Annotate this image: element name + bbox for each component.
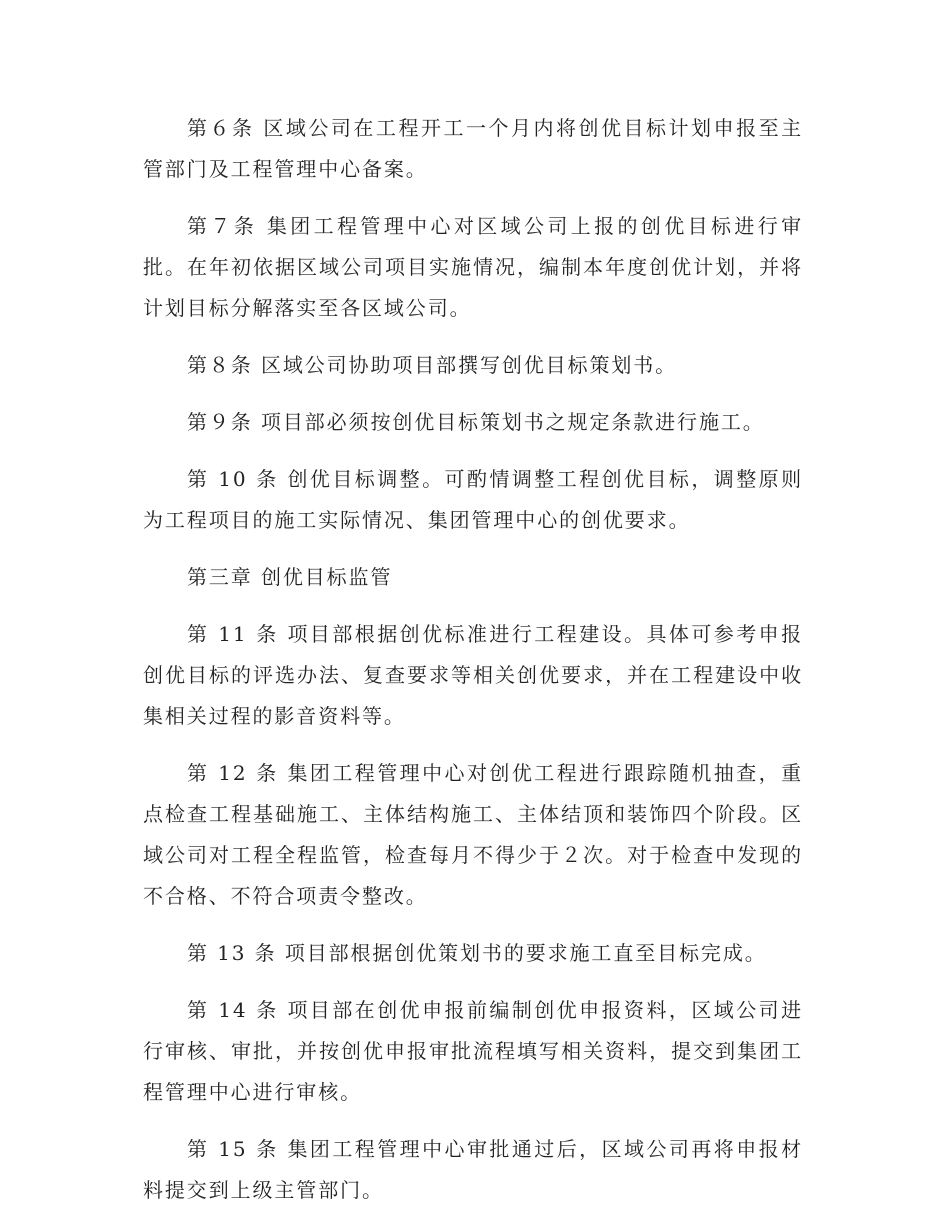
article-14: 第 14 条 项目部在创优申报前编制创优申报资料，区域公司进行审核、审批，并按创优申报审批流程填写相关资料，提交到集团工程管理中心进行审核。 <box>143 998 803 1104</box>
article-10: 第 10 条 创优目标调整。可酌情调整工程创优目标，调整原则为工程项目的施工实际情况、集团管理中心的创优要求。 <box>143 467 803 532</box>
article-12: 第 12 条 集团工程管理中心对创优工程进行跟踪随机抽查，重点检查工程基础施工、主体结构施工、主体结顶和装饰四个阶段。区域公司对工程全程监管，检查每月不得少于２次。对于检查中发现的不合格、不符合项责令整改。 <box>143 761 803 908</box>
article-8: 第８条 区域公司协助项目部撰写创优目标策划书。 <box>187 353 678 377</box>
document-body <box>143 108 803 1211</box>
article-15: 第 15 条 集团工程管理中心审批通过后，区域公司再将申报材料提交到上级主管部门。 <box>143 1137 803 1202</box>
article-13: 第 13 条 项目部根据创优策划书的要求施工直至目标完成。 <box>187 941 767 965</box>
article-6: 第６条 区域公司在工程开工一个月内将创优目标计划申报至主管部门及工程管理中心备案。 <box>143 116 803 181</box>
article-9: 第９条 项目部必须按创优目标策划书之规定条款进行施工。 <box>187 410 765 434</box>
article-7: 第７条 集团工程管理中心对区域公司上报的创优目标进行审批。在年初依据区域公司项目实施情况，编制本年度创优计划，并将计划目标分解落实至各区域公司。 <box>143 214 803 320</box>
chapter-3-heading: 第三章 创优目标监管 <box>187 565 393 589</box>
article-11: 第 11 条 项目部根据创优标准进行工程建设。具体可参考申报创优目标的评选办法、复查要求等相关创优要求，并在工程建设中收集相关过程的影音资料等。 <box>143 622 803 728</box>
